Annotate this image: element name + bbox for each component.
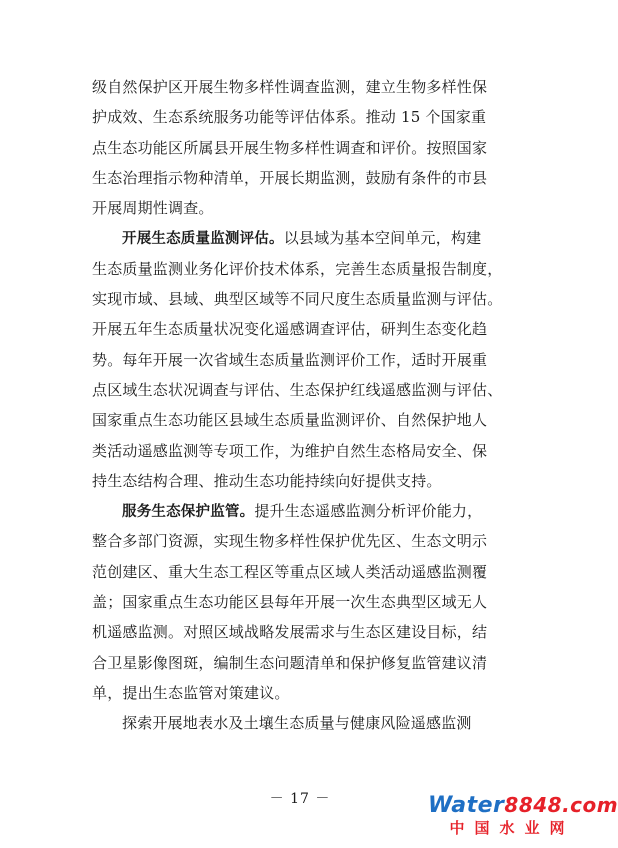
- paragraph-heading: 开展生态质量监测评估。: [122, 231, 284, 248]
- watermark-logo: [428, 793, 618, 818]
- text-span: 提升生态遥感监测分析评价能力，: [254, 502, 483, 521]
- paragraph-heading: 服务生态保护监管。: [122, 504, 255, 521]
- text-line: 范创建区、重大生态工程区等重点区域人类活动遥感监测覆: [92, 562, 488, 581]
- text-line: 合卫星影像图斑，编制生态问题清单和保护修复监管建议清: [92, 653, 488, 672]
- text-line: 机遥感监测。对照区域战略发展需求与生态区建设目标，结: [92, 623, 488, 642]
- watermark-logo-part1: Water: [428, 793, 505, 818]
- text-line: 盖；国家重点生态功能区县每年开展一次生态典型区域无人: [92, 593, 488, 612]
- watermark-logo-part2: 8848.com: [504, 793, 618, 817]
- paragraph-ecological-quality: [92, 223, 512, 496]
- text-line: 点区域生态状况调查与评估、生态保护红线遥感监测与评估、: [92, 380, 503, 399]
- text-line: 点生态功能区所属县开展生物多样性调查和评价。按照国家: [92, 138, 488, 157]
- text-line: 持生态结构合理、推动生态功能持续向好提供支持。: [92, 471, 442, 490]
- text-line: 开展周期性调查。: [92, 199, 214, 218]
- text-line: 类活动遥感监测等专项工作，为维护自然生态格局安全、保: [92, 441, 488, 460]
- body-text: [92, 72, 512, 739]
- text-line: 单，提出生态监管对策建议。: [92, 683, 290, 702]
- text-line: [92, 223, 512, 253]
- text-line: 势。每年开展一次省域生态质量监测评价工作，适时开展重: [92, 350, 488, 369]
- text-line: 级自然保护区开展生物多样性调查监测，建立生物多样性保: [92, 78, 488, 96]
- text-line: 国家重点生态功能区县域生态质量监测评价、自然保护地人: [92, 411, 488, 430]
- text-line: 探索开展地表水及土壤生态质量与健康风险遥感监测: [122, 714, 472, 733]
- text-line: 实现市域、县域、典型区域等不同尺度生态质量监测与评估。: [92, 290, 503, 309]
- watermark-subtitle: 中国水业网: [449, 819, 575, 837]
- site-watermark: [428, 793, 618, 838]
- page-number: － 17 －: [269, 791, 331, 807]
- text-line: 开展五年生态质量状况变化遥感调查评估，研判生态变化趋: [92, 320, 488, 339]
- text-line: 生态治理指示物种清单，开展长期监测，鼓励有条件的市县: [92, 168, 488, 187]
- text-line: [92, 496, 512, 526]
- paragraph-surface-water: [92, 708, 512, 738]
- text-line: 整合多部门资源，实现生物多样性保护优先区、生态文明示: [92, 532, 488, 551]
- text-span: 以县域为基本空间单元，构建: [283, 229, 482, 248]
- paragraph-biodiversity: [92, 72, 512, 223]
- text-line: 护成效、生态系统服务功能等评估体系。推动 15 个国家重: [92, 108, 487, 127]
- text-line: 生态质量监测业务化评价技术体系，完善生态质量报告制度，: [92, 259, 503, 278]
- paragraph-ecological-supervision: [92, 496, 512, 708]
